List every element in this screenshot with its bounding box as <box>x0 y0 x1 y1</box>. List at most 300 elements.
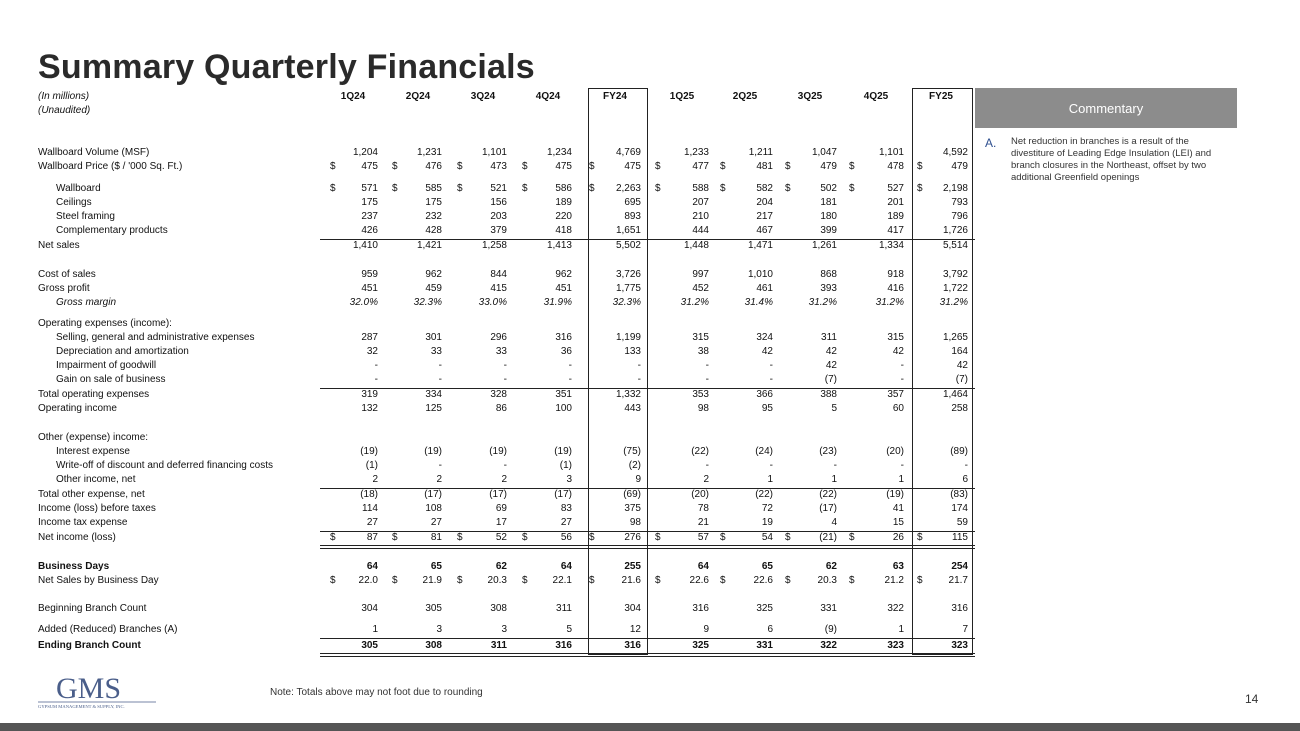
cell-fy24: - <box>637 360 641 371</box>
cell-fy25: 3,792 <box>942 269 968 280</box>
row-label: Net Sales by Business Day <box>38 575 159 586</box>
cell-1q25: 997 <box>692 269 709 280</box>
row-label: Cost of sales <box>38 269 96 280</box>
table-row <box>0 183 980 197</box>
cell-2q25: 325 <box>756 603 773 614</box>
table-row <box>0 474 980 488</box>
cell-4q25: 416 <box>887 283 904 294</box>
cell-fy25: 2,198 <box>942 183 968 194</box>
cell-2q25: 1 <box>767 474 773 485</box>
cell-1q24: 175 <box>361 197 378 208</box>
dollar-sign: $ <box>330 161 336 172</box>
dollar-sign: $ <box>917 532 923 543</box>
cell-4q24: 36 <box>560 346 572 357</box>
cell-fy25: 42 <box>956 360 968 371</box>
column-header-3q25: 3Q25 <box>797 91 823 102</box>
dollar-sign: $ <box>392 161 398 172</box>
cell-4q25: 315 <box>887 332 904 343</box>
cell-2q24: 428 <box>425 225 442 236</box>
column-header-4q24: 4Q24 <box>535 91 561 102</box>
column-header-1q24: 1Q24 <box>340 91 366 102</box>
cell-4q25: 60 <box>892 403 904 414</box>
cell-3q25: 31.2% <box>808 297 837 308</box>
cell-fy25: 164 <box>951 346 968 357</box>
cell-2q24: 175 <box>425 197 442 208</box>
cell-3q25: 479 <box>820 161 837 172</box>
cell-1q24: 959 <box>361 269 378 280</box>
cell-3q24: 203 <box>490 211 507 222</box>
table-row <box>0 211 980 225</box>
cell-4q24: 316 <box>555 332 572 343</box>
rule-line <box>320 388 648 389</box>
row-label: Net income (loss) <box>38 532 116 543</box>
rule-line <box>648 488 975 489</box>
cell-4q24: 475 <box>555 161 572 172</box>
cell-2q25: (24) <box>755 446 773 457</box>
cell-1q24: 1,204 <box>352 147 378 158</box>
row-label: Gross margin <box>56 297 117 308</box>
cell-fy24: 276 <box>624 532 641 543</box>
table-row <box>0 240 980 254</box>
cell-fy24: 375 <box>624 503 641 514</box>
cell-4q25: (19) <box>886 489 904 500</box>
cell-4q24: 351 <box>555 389 572 400</box>
cell-3q25: 1 <box>831 474 837 485</box>
cell-2q24: 585 <box>425 183 442 194</box>
row-label: Write-off of discount and deferred financing costs <box>56 460 273 471</box>
cell-1q25: 57 <box>697 532 709 543</box>
cell-4q24: 1,413 <box>546 240 572 251</box>
dollar-sign: $ <box>720 575 726 586</box>
column-header-1q25: 1Q25 <box>669 91 695 102</box>
dollar-sign: $ <box>917 183 923 194</box>
row-label: Ending Branch Count <box>38 640 141 651</box>
row-label: Gross profit <box>38 283 90 294</box>
cell-2q24: 305 <box>425 603 442 614</box>
rule-line <box>648 638 975 639</box>
dollar-sign: $ <box>392 575 398 586</box>
cell-1q24: 2 <box>372 474 378 485</box>
cell-4q24: 189 <box>555 197 572 208</box>
cell-1q25: 452 <box>692 283 709 294</box>
cell-3q25: 1,261 <box>811 240 837 251</box>
dollar-sign: $ <box>522 532 528 543</box>
cell-3q24: 311 <box>490 640 507 651</box>
commentary-letter: A. <box>985 136 997 150</box>
svg-text:GYPSUM MANAGEMENT & SUPPLY, IN: GYPSUM MANAGEMENT & SUPPLY, INC. <box>38 704 125 709</box>
cell-1q24: 305 <box>361 640 378 651</box>
cell-2q24: 1,231 <box>416 147 442 158</box>
cell-2q24: 301 <box>425 332 442 343</box>
cell-1q24: (19) <box>360 446 378 457</box>
cell-1q25: 477 <box>692 161 709 172</box>
cell-1q25: 22.6 <box>689 575 709 586</box>
cell-4q24: 22.1 <box>552 575 572 586</box>
row-label: Selling, general and administrative expenses <box>56 332 255 343</box>
cell-4q25: 42 <box>892 346 904 357</box>
cell-fy24: 5,502 <box>615 240 641 251</box>
column-header-3q24: 3Q24 <box>470 91 496 102</box>
cell-2q25: 42 <box>761 346 773 357</box>
cell-1q25: 444 <box>692 225 709 236</box>
cell-2q25: 19 <box>761 517 773 528</box>
dollar-sign: $ <box>589 161 595 172</box>
cell-4q24: (19) <box>554 446 572 457</box>
rule-line <box>320 531 648 532</box>
cell-1q24: 571 <box>361 183 378 194</box>
cell-4q25: 1,101 <box>878 147 904 158</box>
cell-3q25: 62 <box>825 561 837 572</box>
cell-3q25: 331 <box>820 603 837 614</box>
cell-2q25: 1,211 <box>748 147 773 158</box>
cell-4q25: - <box>900 360 904 371</box>
dollar-sign: $ <box>457 575 463 586</box>
cell-1q25: 316 <box>692 603 709 614</box>
cell-fy24: 12 <box>629 624 641 635</box>
cell-1q25: - <box>705 460 709 471</box>
cell-1q24: 475 <box>361 161 378 172</box>
cell-1q24: 319 <box>361 389 378 400</box>
dollar-sign: $ <box>785 532 791 543</box>
cell-fy25: 254 <box>951 561 968 572</box>
cell-4q25: 63 <box>892 561 904 572</box>
cell-3q24: 296 <box>490 332 507 343</box>
cell-2q24: 476 <box>425 161 442 172</box>
cell-2q25: 6 <box>767 624 773 635</box>
cell-3q25: (23) <box>819 446 837 457</box>
table-row <box>0 374 980 388</box>
rule-line <box>648 239 975 240</box>
rule-line <box>648 388 975 389</box>
cell-2q24: 65 <box>430 561 442 572</box>
rule-line <box>320 239 648 240</box>
cell-3q24: 1,258 <box>481 240 507 251</box>
svg-text:GMS: GMS <box>56 672 122 705</box>
cell-2q25: 31.4% <box>744 297 773 308</box>
cell-2q24: 125 <box>425 403 442 414</box>
cell-fy24: 133 <box>624 346 641 357</box>
page-number: 14 <box>1245 692 1259 706</box>
cell-1q24: (18) <box>360 489 378 500</box>
row-label: Interest expense <box>56 446 130 457</box>
cell-2q24: (17) <box>424 489 442 500</box>
double-rule <box>648 653 975 657</box>
cell-fy25: 1,464 <box>942 389 968 400</box>
table-row <box>0 346 980 360</box>
cell-fy24: 1,651 <box>615 225 641 236</box>
cell-fy25: 1,265 <box>942 332 968 343</box>
cell-2q25: - <box>769 374 773 385</box>
cell-3q24: 52 <box>495 532 507 543</box>
cell-fy25: (83) <box>950 489 968 500</box>
cell-4q25: 322 <box>887 603 904 614</box>
cell-3q25: 322 <box>820 640 837 651</box>
cell-1q25: - <box>705 374 709 385</box>
cell-fy24: (69) <box>623 489 641 500</box>
cell-fy25: 258 <box>951 403 968 414</box>
cell-fy25: 115 <box>952 532 968 543</box>
row-label: Total operating expenses <box>38 389 150 400</box>
cell-4q24: 451 <box>555 283 572 294</box>
dollar-sign: $ <box>330 575 336 586</box>
cell-1q25: 64 <box>697 561 709 572</box>
cell-3q24: - <box>503 460 507 471</box>
dollar-sign: $ <box>849 161 855 172</box>
cell-2q24: 962 <box>425 269 442 280</box>
cell-4q25: 31.2% <box>875 297 904 308</box>
cell-fy24: - <box>637 374 641 385</box>
cell-1q25: 588 <box>692 183 709 194</box>
cell-1q25: 21 <box>697 517 709 528</box>
cell-1q24: 64 <box>366 561 378 572</box>
cell-1q25: (22) <box>691 446 709 457</box>
commentary-text: Net reduction in branches is a result of the divestiture of Leading Edge Insulation (LEI) and branch closures in the Northeast, offset by two additional Greenfield openings <box>1011 136 1212 183</box>
cell-3q25: 42 <box>825 346 837 357</box>
cell-1q24: - <box>374 374 378 385</box>
dollar-sign: $ <box>522 183 528 194</box>
cell-1q24: (1) <box>365 460 378 471</box>
cell-4q25: 1 <box>898 474 904 485</box>
cell-1q24: 304 <box>361 603 378 614</box>
row-label: Operating expenses (income): <box>38 318 172 329</box>
cell-1q25: (20) <box>691 489 709 500</box>
cell-4q24: (1) <box>559 460 572 471</box>
cell-fy25: 316 <box>951 603 968 614</box>
cell-1q25: 325 <box>692 640 709 651</box>
row-label: Wallboard Volume (MSF) <box>38 147 150 158</box>
cell-4q24: 27 <box>560 517 572 528</box>
cell-2q24: 27 <box>430 517 442 528</box>
cell-4q24: 64 <box>560 561 572 572</box>
cell-4q25: - <box>900 460 904 471</box>
row-label: Depreciation and amortization <box>56 346 189 357</box>
cell-fy24: 1,332 <box>615 389 641 400</box>
cell-2q24: 2 <box>436 474 442 485</box>
cell-1q25: 1,233 <box>683 147 709 158</box>
cell-3q25: (9) <box>824 624 837 635</box>
table-row <box>0 389 980 403</box>
cell-1q25: 78 <box>697 503 709 514</box>
cell-fy25: 323 <box>951 640 968 651</box>
cell-1q25: 38 <box>697 346 709 357</box>
cell-1q25: 31.2% <box>680 297 709 308</box>
cell-4q24: 311 <box>556 603 572 614</box>
dollar-sign: $ <box>917 575 923 586</box>
table-row <box>0 489 980 503</box>
table-row <box>0 161 980 175</box>
cell-1q24: 1,410 <box>352 240 378 251</box>
dollar-sign: $ <box>589 575 595 586</box>
cell-3q24: (19) <box>489 446 507 457</box>
table-row <box>0 517 980 531</box>
cell-fy25: 1,722 <box>942 283 968 294</box>
cell-fy25: 1,726 <box>942 225 968 236</box>
cell-3q24: 33.0% <box>478 297 507 308</box>
cell-3q25: (7) <box>824 374 837 385</box>
cell-1q24: 1 <box>372 624 378 635</box>
cell-4q25: 357 <box>887 389 904 400</box>
rule-line <box>320 488 648 489</box>
cell-3q24: 844 <box>490 269 507 280</box>
column-header-2q25: 2Q25 <box>732 91 758 102</box>
cell-3q25: 1,047 <box>811 147 837 158</box>
cell-fy24: 3,726 <box>615 269 641 280</box>
cell-4q24: - <box>568 360 572 371</box>
cell-fy25: 4,592 <box>942 147 968 158</box>
cell-2q24: 3 <box>436 624 442 635</box>
cell-1q24: 87 <box>366 532 378 543</box>
cell-2q25: - <box>769 460 773 471</box>
cell-3q24: 1,101 <box>481 147 507 158</box>
cell-1q25: 2 <box>703 474 709 485</box>
cell-2q25: 481 <box>756 161 773 172</box>
dollar-sign: $ <box>457 161 463 172</box>
cell-fy25: 793 <box>951 197 968 208</box>
cell-fy24: 1,775 <box>615 283 641 294</box>
cell-fy24: (2) <box>628 460 641 471</box>
cell-2q25: (22) <box>755 489 773 500</box>
cell-1q24: 114 <box>362 503 378 514</box>
cell-1q25: 210 <box>692 211 709 222</box>
cell-fy24: 2,263 <box>615 183 641 194</box>
cell-2q24: 1,421 <box>416 240 442 251</box>
cell-4q25: 41 <box>892 503 904 514</box>
cell-2q25: 204 <box>756 197 773 208</box>
page-title: Summary Quarterly Financials <box>38 48 535 86</box>
dollar-sign: $ <box>720 183 726 194</box>
dollar-sign: $ <box>522 161 528 172</box>
dollar-sign: $ <box>392 532 398 543</box>
table-row <box>0 225 980 239</box>
cell-3q24: 69 <box>495 503 507 514</box>
cell-1q25: 9 <box>703 624 709 635</box>
cell-2q25: 217 <box>756 211 773 222</box>
cell-2q25: 324 <box>756 332 773 343</box>
cell-3q24: 415 <box>490 283 507 294</box>
cell-fy25: 59 <box>956 517 968 528</box>
table-row <box>0 283 980 297</box>
cell-fy24: 4,769 <box>615 147 641 158</box>
table-row <box>0 147 980 161</box>
dollar-sign: $ <box>849 575 855 586</box>
cell-fy24: 304 <box>624 603 641 614</box>
table-row <box>0 197 980 211</box>
dollar-sign: $ <box>720 161 726 172</box>
cell-4q25: 417 <box>887 225 904 236</box>
cell-fy24: 32.3% <box>612 297 641 308</box>
dollar-sign: $ <box>589 183 595 194</box>
cell-3q25: 5 <box>831 403 837 414</box>
dollar-sign: $ <box>655 575 661 586</box>
cell-1q24: 132 <box>361 403 378 414</box>
cell-3q25: (21) <box>819 532 837 543</box>
row-label: Net sales <box>38 240 80 251</box>
dollar-sign: $ <box>849 183 855 194</box>
cell-3q25: 393 <box>820 283 837 294</box>
cell-1q24: 287 <box>361 332 378 343</box>
cell-2q25: 467 <box>756 225 773 236</box>
cell-fy24: 443 <box>624 403 641 414</box>
cell-1q24: 451 <box>361 283 378 294</box>
cell-2q25: 1,471 <box>747 240 773 251</box>
cell-1q24: 22.0 <box>358 575 378 586</box>
cell-fy25: (89) <box>950 446 968 457</box>
cell-4q25: 201 <box>887 197 904 208</box>
table-row <box>0 503 980 517</box>
table-row <box>0 269 980 283</box>
dollar-sign: $ <box>392 183 398 194</box>
cell-fy24: 695 <box>624 197 641 208</box>
cell-fy24: 893 <box>624 211 641 222</box>
cell-4q24: - <box>568 374 572 385</box>
cell-3q24: 20.3 <box>487 575 507 586</box>
cell-2q24: (19) <box>424 446 442 457</box>
cell-fy25: 796 <box>951 211 968 222</box>
cell-4q24: 56 <box>560 532 572 543</box>
dollar-sign: $ <box>785 575 791 586</box>
cell-1q25: 207 <box>692 197 709 208</box>
dollar-sign: $ <box>655 183 661 194</box>
row-label: Impairment of goodwill <box>56 360 157 371</box>
cell-2q24: 334 <box>425 389 442 400</box>
cell-3q24: 3 <box>501 624 507 635</box>
cell-2q24: - <box>438 374 442 385</box>
cell-fy25: 7 <box>962 624 968 635</box>
cell-fy25: 5,514 <box>942 240 968 251</box>
cell-2q24: - <box>438 460 442 471</box>
table-row <box>0 332 980 346</box>
cell-4q25: 527 <box>887 183 904 194</box>
cell-2q25: 582 <box>756 183 773 194</box>
cell-3q24: (17) <box>489 489 507 500</box>
dollar-sign: $ <box>655 161 661 172</box>
row-label: Complementary products <box>56 225 168 236</box>
cell-3q24: 473 <box>490 161 507 172</box>
cell-3q24: 33 <box>495 346 507 357</box>
cell-2q25: 72 <box>761 503 773 514</box>
cell-4q24: 3 <box>566 474 572 485</box>
cell-1q25: - <box>705 360 709 371</box>
cell-2q24: 459 <box>425 283 442 294</box>
cell-fy24: 9 <box>635 474 641 485</box>
dollar-sign: $ <box>785 161 791 172</box>
cell-4q24: (17) <box>554 489 572 500</box>
units-note: (In millions) <box>38 91 90 102</box>
cell-1q24: - <box>374 360 378 371</box>
cell-fy25: (7) <box>955 374 968 385</box>
cell-3q24: 379 <box>490 225 507 236</box>
gms-logo <box>36 672 158 712</box>
table-row <box>0 360 980 374</box>
cell-4q24: 5 <box>566 624 572 635</box>
cell-2q24: 21.9 <box>422 575 442 586</box>
cell-3q24: 86 <box>495 403 507 414</box>
cell-1q25: 353 <box>692 389 709 400</box>
cell-2q25: 65 <box>761 561 773 572</box>
table-row <box>0 624 980 638</box>
table-row <box>0 432 980 446</box>
cell-1q25: 1,448 <box>683 240 709 251</box>
row-label: Beginning Branch Count <box>38 603 147 614</box>
cell-3q24: 308 <box>490 603 507 614</box>
cell-fy24: (75) <box>623 446 641 457</box>
cell-3q24: 521 <box>490 183 507 194</box>
cell-4q24: 962 <box>555 269 572 280</box>
row-label: Gain on sale of business <box>56 374 166 385</box>
row-label: Operating income <box>38 403 117 414</box>
cell-4q25: 15 <box>892 517 904 528</box>
table-row <box>0 532 980 546</box>
